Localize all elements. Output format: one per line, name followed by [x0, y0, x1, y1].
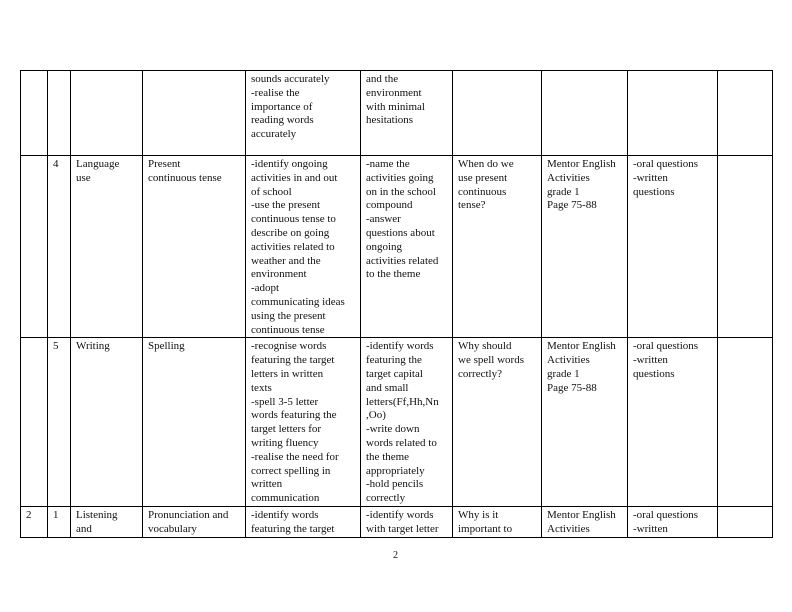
cell-assessment: -oral questions -written questions [628, 156, 718, 338]
cell-week [21, 156, 48, 338]
cell-sub-strand: Spelling [143, 338, 246, 507]
cell-remarks [718, 71, 773, 156]
table-row [21, 506, 773, 537]
cell-learning-experiences: -identify words with target letter [361, 506, 453, 537]
cell-learning-outcomes: sounds accurately -realise the importance of reading words accurately [246, 71, 361, 156]
page-number: 2 [393, 550, 398, 561]
cell-key-inquiry-question: Why should we spell words correctly? [453, 338, 542, 507]
cell-resources: Mentor English Activities [542, 506, 628, 537]
cell-remarks [718, 338, 773, 507]
cell-strand: Writing [71, 338, 143, 507]
cell-learning-outcomes: -identify words featuring the target [246, 506, 361, 537]
cell-lesson: 5 [48, 338, 71, 507]
cell-strand: Listening and [71, 506, 143, 537]
cell-remarks [718, 506, 773, 537]
cell-week: 2 [21, 506, 48, 537]
cell-assessment: -oral questions -written questions [628, 338, 718, 507]
cell-learning-outcomes: -identify ongoing activities in and out of school -use the present continuous tense to describe on going activities related to weather and the environment -adopt communicating ideas using the present continuous tense [246, 156, 361, 338]
cell-resources: Mentor English Activities grade 1 Page 75-88 [542, 156, 628, 338]
cell-assessment [628, 71, 718, 156]
table-row [21, 338, 773, 507]
cell-sub-strand [143, 71, 246, 156]
cell-lesson: 4 [48, 156, 71, 338]
cell-strand [71, 71, 143, 156]
cell-sub-strand: Pronunciation and vocabulary [143, 506, 246, 537]
cell-lesson [48, 71, 71, 156]
cell-remarks [718, 156, 773, 338]
cell-resources: Mentor English Activities grade 1 Page 75-88 [542, 338, 628, 507]
cell-learning-experiences: -name the activities going on in the school compound -answer questions about ongoing activities related to the theme [361, 156, 453, 338]
cell-week [21, 71, 48, 156]
table-row [21, 71, 773, 156]
cell-learning-experiences: -identify words featuring the target capital and small letters(Ff,Hh,Nn ,Oo) -write down words related to the theme appropriately -hold pencils correctly [361, 338, 453, 507]
scheme-of-work-table [20, 70, 773, 538]
cell-strand: Language use [71, 156, 143, 338]
cell-assessment: -oral questions -written [628, 506, 718, 537]
table-row [21, 156, 773, 338]
cell-sub-strand: Present continuous tense [143, 156, 246, 338]
cell-resources [542, 71, 628, 156]
cell-lesson: 1 [48, 506, 71, 537]
cell-key-inquiry-question [453, 71, 542, 156]
cell-week [21, 338, 48, 507]
cell-key-inquiry-question: Why is it important to [453, 506, 542, 537]
cell-learning-experiences: and the environment with minimal hesitations [361, 71, 453, 156]
cell-key-inquiry-question: When do we use present continuous tense? [453, 156, 542, 338]
cell-learning-outcomes: -recognise words featuring the target letters in written texts -spell 3-5 letter words featuring the target letters for writing fluency -realise the need for correct spelling in written communication [246, 338, 361, 507]
